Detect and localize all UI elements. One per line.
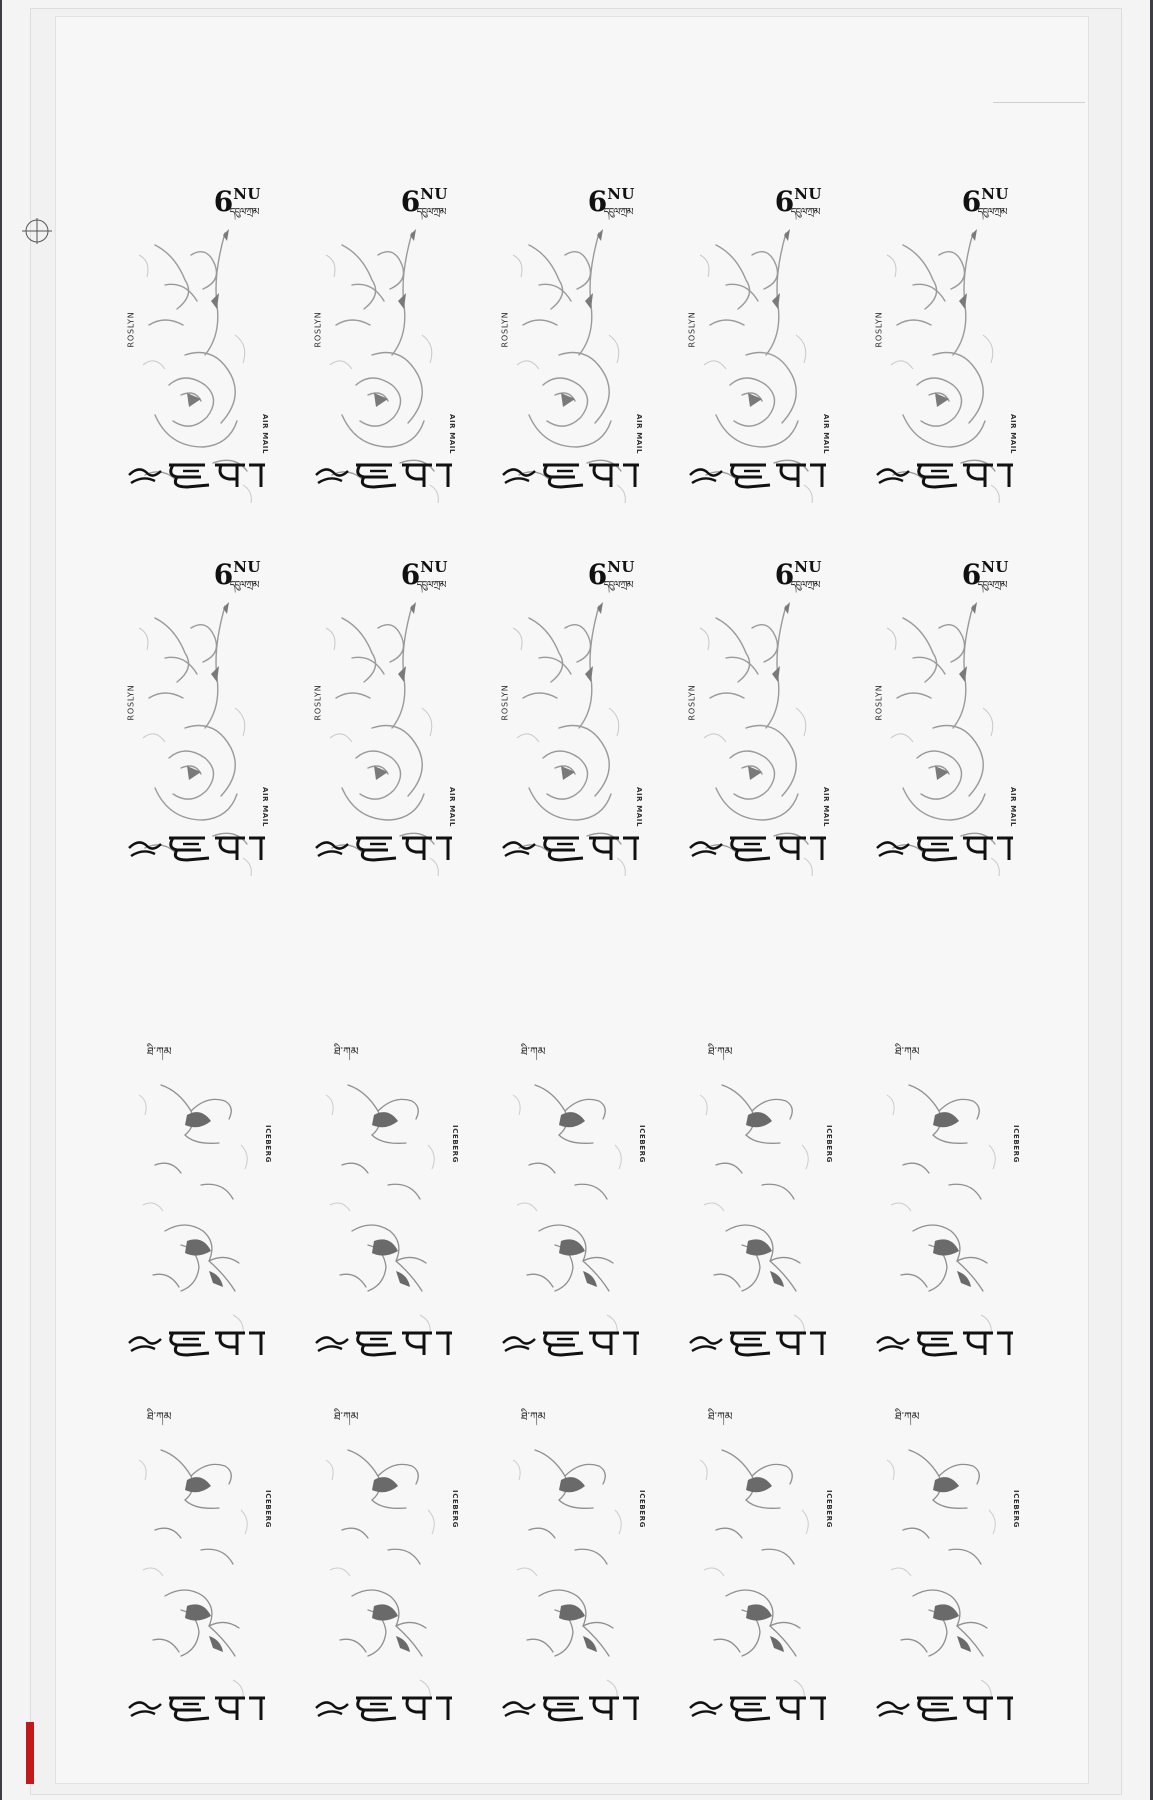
- value-number: 6: [774, 558, 795, 591]
- stamp-value: [962, 558, 1009, 591]
- country-name-glyph-icon: [312, 457, 462, 491]
- variety-label: ICEBERG: [264, 1125, 273, 1163]
- stamp-value: [214, 185, 261, 218]
- value-number: 6: [213, 185, 234, 218]
- airmail-label: AIR MAIL: [447, 786, 456, 828]
- value-number: 6: [587, 558, 608, 591]
- country-name-glyph-icon: [686, 830, 836, 864]
- roslyn-stamp: [499, 558, 649, 888]
- value-currency: NU: [981, 558, 1009, 576]
- trim-line: [993, 102, 1085, 103]
- country-name: [873, 457, 1023, 491]
- country-name: [312, 1690, 462, 1724]
- iceberg-stamp: [312, 1035, 462, 1365]
- variety-label: ROSLYN: [687, 684, 697, 721]
- stamp-value: [775, 558, 822, 591]
- variety-label: ROSLYN: [126, 311, 136, 348]
- iceberg-stamp: [499, 1035, 649, 1365]
- top-script-label: ཐི་ཀམ: [895, 1410, 920, 1423]
- variety-label: ICEBERG: [451, 1490, 460, 1528]
- iceberg-stamp: [125, 1035, 275, 1365]
- airmail-label: AIR MAIL: [1008, 413, 1017, 455]
- airmail-label: AIR MAIL: [634, 413, 643, 455]
- registration-mark-icon: [22, 216, 52, 246]
- top-script-label: ཐི་ཀམ: [334, 1410, 359, 1423]
- country-name: [686, 1325, 836, 1359]
- value-script: དངུལ་ཀྲམ: [977, 207, 1007, 218]
- iceberg-stamp: [499, 1400, 649, 1730]
- country-name: [499, 457, 649, 491]
- value-currency: NU: [233, 185, 261, 203]
- value-number: 6: [961, 185, 982, 218]
- value-script: དངུལ་ཀྲམ: [977, 580, 1007, 591]
- variety-label: ROSLYN: [874, 311, 884, 348]
- country-name-glyph-icon: [499, 830, 649, 864]
- country-name: [873, 1325, 1023, 1359]
- value-script: དངུལ་ཀྲམ: [229, 580, 259, 591]
- country-name: [499, 830, 649, 864]
- top-script-label: ཐི་ཀམ: [147, 1045, 172, 1058]
- iceberg-stamp: [686, 1400, 836, 1730]
- country-name-glyph-icon: [312, 1690, 462, 1724]
- value-currency: NU: [233, 558, 261, 576]
- variety-label: ROSLYN: [500, 684, 510, 721]
- country-name-glyph-icon: [499, 1690, 649, 1724]
- variety-label: ROSLYN: [126, 684, 136, 721]
- top-script-label: ཐི་ཀམ: [334, 1045, 359, 1058]
- country-name: [686, 1690, 836, 1724]
- value-number: 6: [774, 185, 795, 218]
- iceberg-stamp: [873, 1035, 1023, 1365]
- stamp-value: [401, 558, 448, 591]
- variety-label: ICEBERG: [1012, 1490, 1021, 1528]
- iceberg-rose-illustration-icon: [686, 1035, 836, 1365]
- country-name-glyph-icon: [686, 1325, 836, 1359]
- country-name-glyph-icon: [312, 1325, 462, 1359]
- country-name-glyph-icon: [125, 830, 275, 864]
- country-name: [499, 1325, 649, 1359]
- country-name-glyph-icon: [873, 830, 1023, 864]
- roslyn-stamp: [686, 558, 836, 888]
- value-currency: NU: [420, 185, 448, 203]
- country-name: [686, 830, 836, 864]
- top-script-label: ཐི་ཀམ: [147, 1410, 172, 1423]
- stamp-value: [588, 185, 635, 218]
- country-name-glyph-icon: [686, 457, 836, 491]
- variety-label: ICEBERG: [825, 1490, 834, 1528]
- stamp-value: [214, 558, 261, 591]
- country-name: [312, 830, 462, 864]
- iceberg-stamp: [312, 1400, 462, 1730]
- value-number: 6: [587, 185, 608, 218]
- iceberg-rose-illustration-icon: [312, 1035, 462, 1365]
- roslyn-stamp: [125, 558, 275, 888]
- roslyn-stamp: [125, 185, 275, 515]
- top-script-label: ཐི་ཀམ: [521, 1045, 546, 1058]
- top-script-label: ཐི་ཀམ: [895, 1045, 920, 1058]
- value-currency: NU: [607, 185, 635, 203]
- country-name: [125, 830, 275, 864]
- value-script: དངུལ་ཀྲམ: [229, 207, 259, 218]
- variety-label: ROSLYN: [313, 684, 323, 721]
- roslyn-stamp: [312, 185, 462, 515]
- roslyn-stamp: [873, 558, 1023, 888]
- airmail-label: AIR MAIL: [1008, 786, 1017, 828]
- iceberg-rose-illustration-icon: [499, 1035, 649, 1365]
- iceberg-stamp: [873, 1400, 1023, 1730]
- iceberg-rose-illustration-icon: [312, 1400, 462, 1730]
- variety-label: ROSLYN: [687, 311, 697, 348]
- value-script: དངུལ་ཀྲམ: [790, 207, 820, 218]
- value-script: དངུལ་ཀྲམ: [603, 207, 633, 218]
- stamp-value: [401, 185, 448, 218]
- iceberg-stamp: [686, 1035, 836, 1365]
- variety-label: ROSLYN: [874, 684, 884, 721]
- roslyn-stamp: [312, 558, 462, 888]
- value-script: དངུལ་ཀྲམ: [603, 580, 633, 591]
- country-name: [312, 457, 462, 491]
- country-name-glyph-icon: [873, 1325, 1023, 1359]
- country-name: [125, 1325, 275, 1359]
- country-name-glyph-icon: [873, 1690, 1023, 1724]
- airmail-label: AIR MAIL: [260, 786, 269, 828]
- value-number: 6: [400, 558, 421, 591]
- country-name: [125, 1690, 275, 1724]
- roslyn-stamp: [686, 185, 836, 515]
- stamp-value: [962, 185, 1009, 218]
- variety-label: ICEBERG: [825, 1125, 834, 1163]
- variety-label: ICEBERG: [451, 1125, 460, 1163]
- iceberg-rose-illustration-icon: [873, 1035, 1023, 1365]
- roslyn-stamp: [873, 185, 1023, 515]
- variety-label: ICEBERG: [1012, 1125, 1021, 1163]
- variety-label: ICEBERG: [638, 1490, 647, 1528]
- value-currency: NU: [794, 558, 822, 576]
- iceberg-rose-illustration-icon: [873, 1400, 1023, 1730]
- top-script-label: ཐི་ཀམ: [708, 1045, 733, 1058]
- roslyn-stamp: [499, 185, 649, 515]
- airmail-label: AIR MAIL: [260, 413, 269, 455]
- iceberg-rose-illustration-icon: [686, 1400, 836, 1730]
- variety-label: ICEBERG: [264, 1490, 273, 1528]
- value-number: 6: [213, 558, 234, 591]
- value-currency: NU: [794, 185, 822, 203]
- variety-label: ICEBERG: [638, 1125, 647, 1163]
- country-name-glyph-icon: [686, 1690, 836, 1724]
- country-name-glyph-icon: [125, 1690, 275, 1724]
- stamp-value: [775, 185, 822, 218]
- iceberg-stamp: [125, 1400, 275, 1730]
- country-name: [125, 457, 275, 491]
- airmail-label: AIR MAIL: [634, 786, 643, 828]
- airmail-label: AIR MAIL: [821, 786, 830, 828]
- iceberg-rose-illustration-icon: [499, 1400, 649, 1730]
- variety-label: ROSLYN: [313, 311, 323, 348]
- value-number: 6: [400, 185, 421, 218]
- country-name-glyph-icon: [499, 1325, 649, 1359]
- value-currency: NU: [420, 558, 448, 576]
- value-script: དངུལ་ཀྲམ: [790, 580, 820, 591]
- country-name-glyph-icon: [499, 457, 649, 491]
- top-script-label: ཐི་ཀམ: [708, 1410, 733, 1423]
- country-name: [312, 1325, 462, 1359]
- stamp-value: [588, 558, 635, 591]
- airmail-label: AIR MAIL: [821, 413, 830, 455]
- iceberg-rose-illustration-icon: [125, 1400, 275, 1730]
- red-edge-mark: [26, 1722, 34, 1784]
- value-script: དངུལ་ཀྲམ: [416, 580, 446, 591]
- country-name: [873, 1690, 1023, 1724]
- value-currency: NU: [607, 558, 635, 576]
- iceberg-rose-illustration-icon: [125, 1035, 275, 1365]
- country-name: [686, 457, 836, 491]
- country-name-glyph-icon: [873, 457, 1023, 491]
- value-currency: NU: [981, 185, 1009, 203]
- value-number: 6: [961, 558, 982, 591]
- country-name: [499, 1690, 649, 1724]
- airmail-label: AIR MAIL: [447, 413, 456, 455]
- country-name: [873, 830, 1023, 864]
- value-script: དངུལ་ཀྲམ: [416, 207, 446, 218]
- country-name-glyph-icon: [312, 830, 462, 864]
- variety-label: ROSLYN: [500, 311, 510, 348]
- country-name-glyph-icon: [125, 457, 275, 491]
- top-script-label: ཐི་ཀམ: [521, 1410, 546, 1423]
- country-name-glyph-icon: [125, 1325, 275, 1359]
